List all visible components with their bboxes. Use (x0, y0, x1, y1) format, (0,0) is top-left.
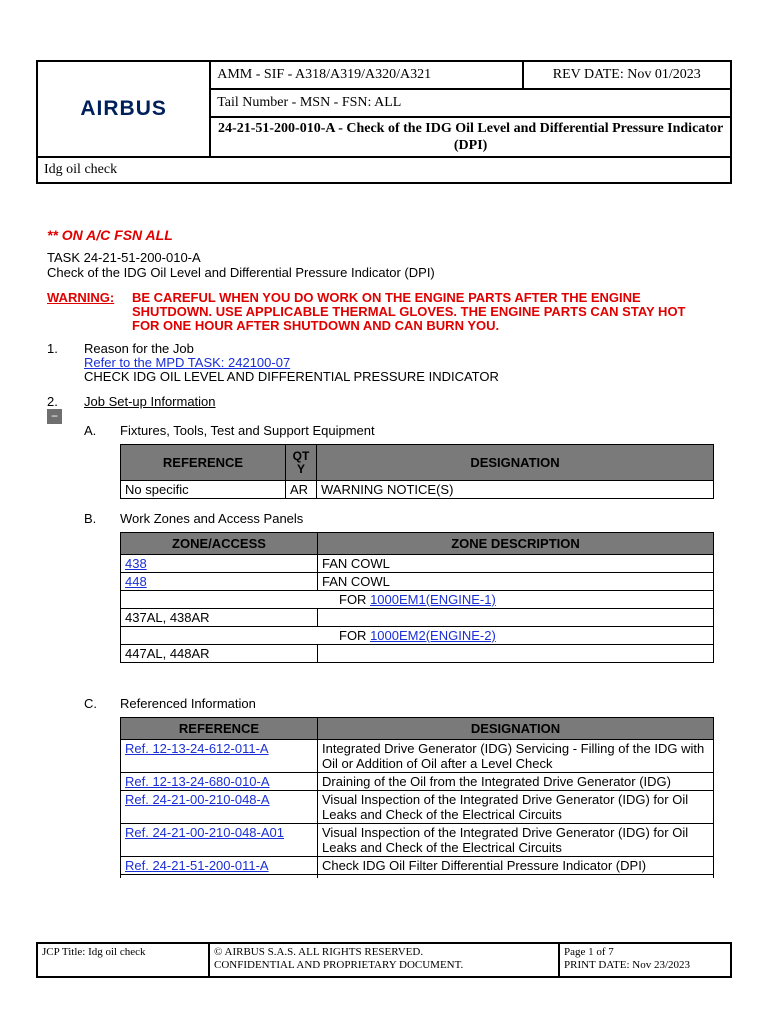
for-label: FOR (339, 592, 371, 607)
col-designation: DESIGNATION (318, 718, 714, 740)
cell: No specific (121, 481, 286, 499)
copyright (209, 943, 559, 977)
tools-table (120, 444, 714, 499)
table-row (121, 791, 714, 824)
zones-table (120, 532, 714, 663)
cell (318, 875, 714, 878)
document-footer (36, 942, 732, 978)
col-zone-access: ZONE/ACCESS (121, 533, 318, 555)
zone-link[interactable]: 438 (125, 556, 147, 571)
table-row (121, 740, 714, 773)
col-zone-description: ZONE DESCRIPTION (318, 533, 714, 555)
cell: Visual Inspection of the Integrated Drive Generator (IDG) for Oil Leaks and Check of the Electrical Circuits (318, 824, 714, 857)
table-row (121, 573, 714, 591)
reference-link[interactable]: Ref. 12-13-24-612-011-A (125, 741, 269, 756)
sub-b-title: Work Zones and Access Panels (120, 511, 304, 526)
logo-cell (37, 61, 210, 157)
task-name: Check of the IDG Oil Level and Differential Pressure Indicator (DPI) (47, 265, 435, 280)
col-qty: QT Y (286, 445, 317, 481)
for-label: FOR (339, 628, 371, 643)
reference-link[interactable]: Ref. 24-21-51-200-011-A (125, 858, 269, 873)
tail-number: Tail Number - MSN - FSN: ALL (210, 89, 731, 117)
cell (121, 824, 318, 857)
sub-c-title: Referenced Information (120, 696, 256, 711)
warning-label: WARNING: (47, 290, 115, 305)
cell: Draining of the Oil from the Integrated Drive Generator (IDG) (318, 773, 714, 791)
table-row (121, 481, 714, 499)
cell (121, 573, 318, 591)
warning-line: BE CAREFUL WHEN YOU DO WORK ON THE ENGINE PARTS AFTER THE ENGINE (132, 290, 641, 305)
task-title: 24-21-51-200-010-A - Check of the IDG Oil Level and Differential Pressure Indicator (DPI) (210, 117, 731, 157)
collapse-icon[interactable]: − (47, 409, 62, 424)
table-row (121, 627, 714, 645)
warning-line: FOR ONE HOUR AFTER SHUTDOWN AND CAN BURN YOU. (132, 318, 500, 333)
table-row (121, 591, 714, 609)
table-row (121, 645, 714, 663)
zone-link[interactable]: 448 (125, 574, 147, 589)
table-row (121, 555, 714, 573)
section-1-title: Reason for the Job (84, 341, 194, 356)
print-date: PRINT DATE: Nov 23/2023 (564, 959, 690, 971)
sub-a-letter: A. (84, 423, 97, 438)
engine-link[interactable]: 1000EM2(ENGINE-2) (370, 628, 496, 643)
referenced-info-table (120, 717, 714, 878)
cell (121, 875, 318, 878)
cell (121, 791, 318, 824)
warning-text (132, 291, 686, 333)
table-row (121, 773, 714, 791)
cell: Check IDG Oil Filter Differential Pressure Indicator (DPI) (318, 857, 714, 875)
cell (121, 627, 714, 645)
jcp-title: JCP Title: Idg oil check (37, 943, 209, 977)
section-1-number: 1. (47, 341, 58, 356)
sub-c-letter: C. (84, 696, 97, 711)
document-header (36, 60, 732, 184)
col-reference: REFERENCE (121, 718, 318, 740)
applicability: ** ON A/C FSN ALL (47, 227, 173, 243)
reference-link[interactable]: Ref. 24-21-00-210-048-A (125, 792, 270, 807)
cell: AR (286, 481, 317, 499)
cell: 447AL, 448AR (121, 645, 318, 663)
reference-link[interactable]: Ref. 24-21-00-210-048-A01 (125, 825, 284, 840)
mpd-task-link[interactable]: Refer to the MPD TASK: 242100-07 (84, 355, 291, 370)
rev-date: REV DATE: Nov 01/2023 (523, 61, 731, 89)
cell (318, 645, 714, 663)
page-info (559, 943, 731, 977)
cell: WARNING NOTICE(S) (317, 481, 714, 499)
cell: 437AL, 438AR (121, 609, 318, 627)
section-1-text: CHECK IDG OIL LEVEL AND DIFFERENTIAL PRESSURE INDICATOR (84, 369, 499, 384)
airbus-logo: AIRBUS (80, 97, 167, 120)
amm-label: AMM - SIF - A318/A319/A320/A321 (210, 61, 522, 89)
sub-a-title: Fixtures, Tools, Test and Support Equipment (120, 423, 375, 438)
sub-b-letter: B. (84, 511, 97, 526)
page-number: Page 1 of 7 (564, 946, 614, 958)
cell: FAN COWL (318, 573, 714, 591)
cell (121, 773, 318, 791)
cell (121, 740, 318, 773)
task-code: TASK 24-21-51-200-010-A (47, 250, 201, 265)
table-row (121, 857, 714, 875)
confidential-line: CONFIDENTIAL AND PROPRIETARY DOCUMENT. (214, 959, 464, 971)
cell: FAN COWL (318, 555, 714, 573)
rights-line: © AIRBUS S.A.S. ALL RIGHTS RESERVED. (214, 946, 424, 958)
cell (121, 857, 318, 875)
section-2-number: 2. (47, 394, 58, 409)
table-row (121, 875, 714, 878)
cell: Integrated Drive Generator (IDG) Servicing - Filling of the IDG with Oil or Addition of Oil after a Level Check (318, 740, 714, 773)
cell: Visual Inspection of the Integrated Drive Generator (IDG) for Oil Leaks and Check of the Electrical Circuits (318, 791, 714, 824)
subject-line: Idg oil check (37, 157, 731, 183)
cell (121, 555, 318, 573)
table-row (121, 609, 714, 627)
table-row (121, 824, 714, 857)
reference-link[interactable]: Ref. 12-13-24-680-010-A (125, 774, 270, 789)
col-reference: REFERENCE (121, 445, 286, 481)
section-2-title: Job Set-up Information (84, 394, 216, 409)
warning-line: SHUTDOWN. USE APPLICABLE THERMAL GLOVES. THE ENGINE PARTS CAN STAY HOT (132, 304, 686, 319)
cell (318, 609, 714, 627)
col-designation: DESIGNATION (317, 445, 714, 481)
engine-link[interactable]: 1000EM1(ENGINE-1) (370, 592, 496, 607)
cell (121, 591, 714, 609)
